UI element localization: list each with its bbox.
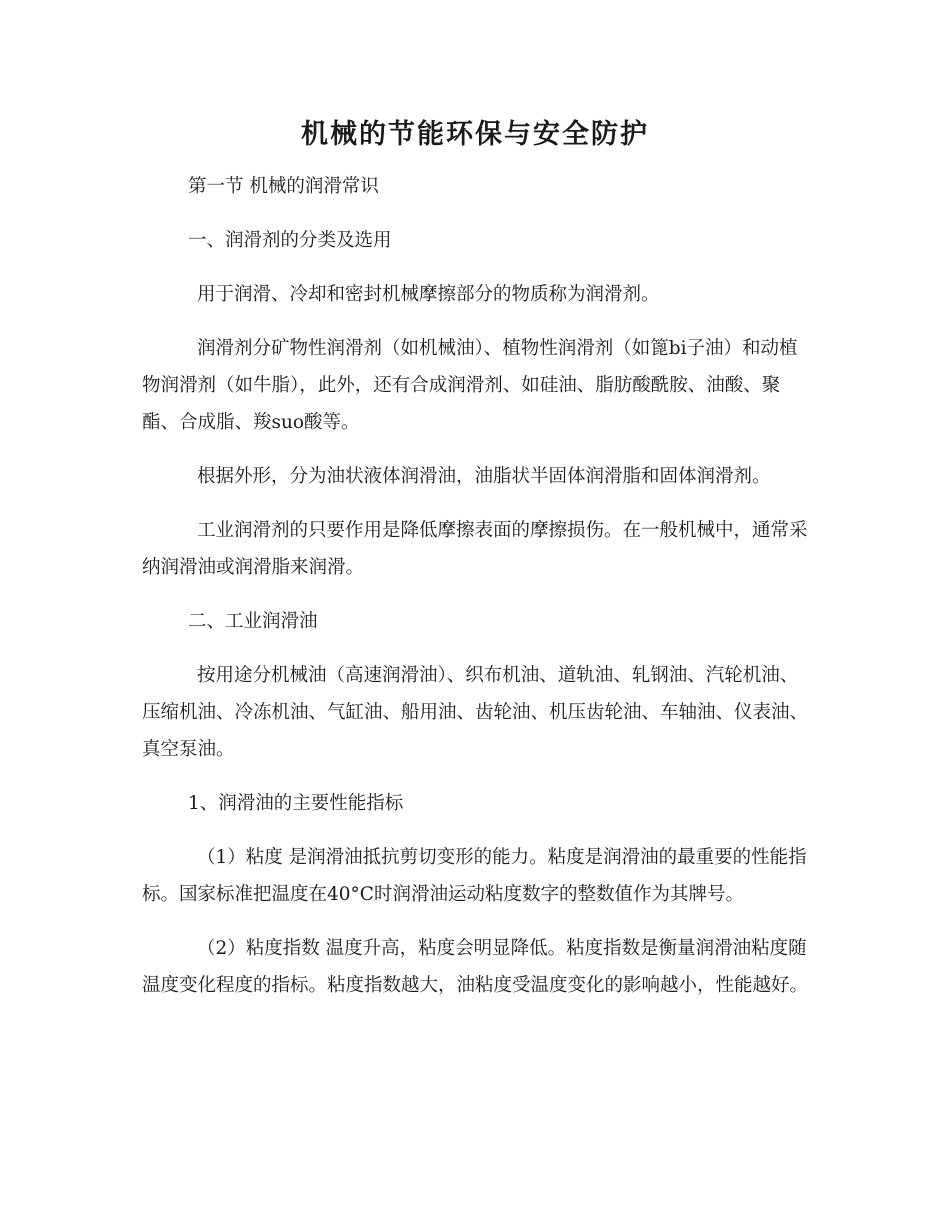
paragraph: （1）粘度 是润滑油抵抗剪切变形的能力。粘度是润滑油的最重要的性能指标。国家标准把温度在40°C时润滑油运动粘度数字的整数值作为其牌号。	[142, 847, 807, 905]
paragraph: 用于润滑、冷却和密封机械摩擦部分的物质称为润滑剂。	[197, 284, 660, 305]
document-title: 机械的节能环保与安全防护	[301, 119, 649, 150]
paragraph: 润滑剂分矿物性润滑剂（如机械油）、植物性润滑剂（如篦bi子油）和动植物润滑剂（如牛脂），此外，还有合成润滑剂、如硅油、脂肪酸酰胺、油酸、聚酯、合成脂、羧suo酸等。	[142, 338, 798, 433]
numbered-heading: 1、润滑油的主要性能指标	[188, 793, 404, 814]
paragraph: （2）粘度指数 温度升高，粘度会明显降低。粘度指数是衡量润滑油粘度随温度变化程度的指标。粘度指数越大，油粘度受温度变化的影响越小，性能越好。	[142, 938, 809, 996]
document-body	[142, 168, 810, 1004]
section-heading: 第一节 机械的润滑常识	[188, 176, 379, 197]
paragraph: 按用途分机械油（高速润滑油）、织布机油、道轨油、轧钢油、汽轮机油、压缩机油、冷冻机油、气缸油、船用油、齿轮油、机压齿轮油、车轴油、仪表油、真空泵油。	[142, 665, 809, 760]
paragraph: 工业润滑剂的只要作用是降低摩擦表面的摩擦损伤。在一般机械中，通常采纳润滑油或润滑脂来润滑。	[142, 520, 808, 578]
paragraph: 根据外形，分为油状液体润滑油，油脂状半固体润滑脂和固体润滑剂。	[197, 466, 771, 487]
subsection-heading: 一、润滑剂的分类及选用	[188, 230, 392, 251]
subsection-heading: 二、工业润滑油	[188, 611, 318, 632]
